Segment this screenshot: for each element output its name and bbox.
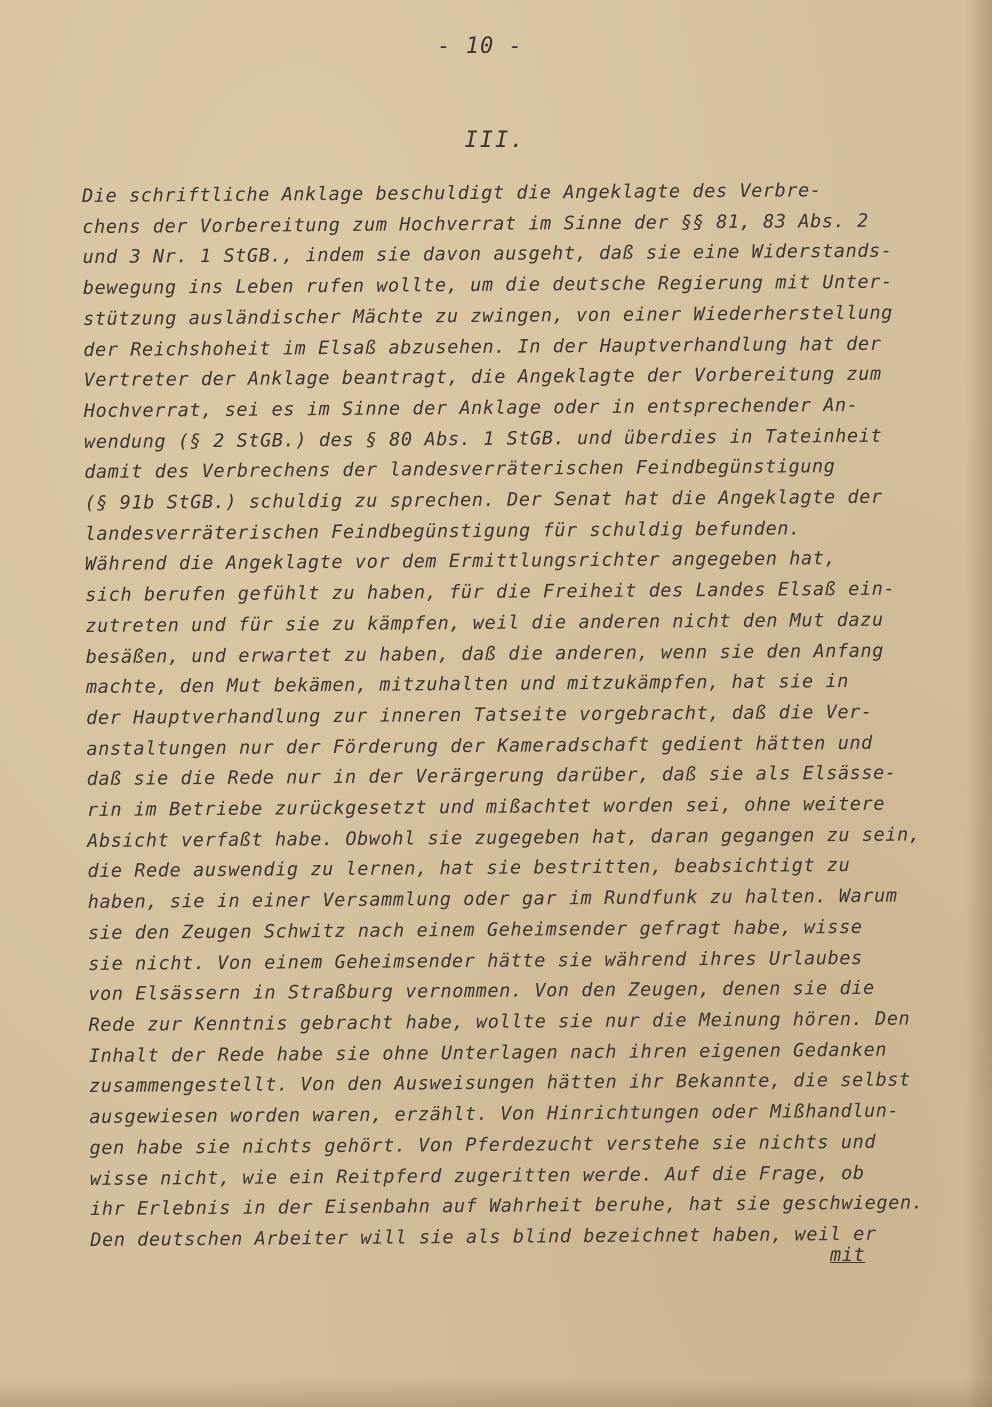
- text-line: Inhalt der Rede habe sie ohne Unterlagen nach ihren eigenen Gedanken: [88, 1039, 888, 1067]
- text-line: bewegung ins Leben rufen wollte, um die deutsche Regierung mit Unter-: [82, 271, 893, 300]
- text-line: zutreten und für sie zu kämpfen, weil die anderen nicht den Mut dazu: [85, 609, 884, 637]
- text-line: sie den Zeugen Schwitz nach einem Geheimsender gefragt habe, wisse: [87, 916, 863, 944]
- page-number: - 10 -: [437, 34, 523, 59]
- text-line: wisse nicht, wie ein Reitpferd zugeritten werde. Auf die Frage, ob: [89, 1162, 865, 1190]
- text-line: Die schriftliche Anklage beschuldigt die Angeklagte des Verbre-: [82, 180, 822, 207]
- body-text: [82, 175, 950, 1256]
- text-line: die Rede auswendig zu lernen, hat sie bestritten, beabsichtigt zu: [87, 855, 851, 883]
- text-line: Absicht verfaßt habe. Obwohl sie zugegeben hat, daran gegangen zu sein,: [87, 824, 921, 852]
- text-line: damit des Verbrechens der landesverräterischen Feindbegünstigung: [84, 456, 836, 484]
- text-line: stützung ausländischer Mächte zu zwingen, von einer Wiederherstellung: [82, 302, 894, 330]
- text-line: ausgewiesen worden waren, erzählt. Von Hinrichtungen oder Mißhandlun-: [89, 1100, 900, 1129]
- catchword: mit: [830, 1245, 866, 1266]
- text-line: ihr Erlebnis in der Eisenbahn auf Wahrheit beruhe, hat sie geschwiegen.: [89, 1192, 924, 1221]
- text-line: machte, den Mut bekämen, mitzuhalten und mitzukämpfen, hat sie in: [85, 671, 849, 699]
- text-line: zusammengestellt. Von den Ausweisungen hätten ihr Bekannte, die selbst: [89, 1069, 911, 1098]
- text-line: wendung (§ 2 StGB.) des § 80 Abs. 1 StGB. und überdies in Tateinheit: [83, 425, 883, 453]
- page-bottom-shadow: [0, 1377, 992, 1407]
- text-line: von Elsässern in Straßburg vernommen. Von den Zeugen, denen sie die: [88, 978, 875, 1006]
- text-line: und 3 Nr. 1 StGB., indem sie davon ausgeht, daß sie eine Widerstands-: [82, 241, 893, 269]
- text-line: sich berufen gefühlt zu haben, für die Freiheit des Landes Elsaß ein-: [85, 578, 896, 607]
- text-line: Den deutschen Arbeiter will sie als blind bezeichnet haben, weil er: [90, 1223, 877, 1251]
- text-line: chens der Vorbereitung zum Hochverrat im Sinne der §§ 81, 83 Abs. 2: [82, 210, 869, 238]
- section-heading: III.: [464, 128, 526, 153]
- text-line: der Hauptverhandlung zur inneren Tatseite vorgebracht, daß die Ver-: [86, 701, 873, 729]
- text-line: gen habe sie nichts gehört. Von Pferdezucht verstehe sie nichts und: [89, 1131, 877, 1159]
- text-line: (§ 91b StGB.) schuldig zu sprechen. Der Senat hat die Angeklagte der: [84, 486, 883, 515]
- text-line: anstaltungen nur der Förderung der Kameradschaft gedient hätten und: [86, 732, 873, 760]
- page-edge-shadow: [966, 0, 992, 1407]
- text-line: sie nicht. Von einem Geheimsender hätte sie während ihres Urlaubes: [88, 947, 863, 975]
- text-line: Rede zur Kenntnis gebracht habe, wollte sie nur die Meinung hören. Den: [88, 1008, 911, 1036]
- text-line: landesverräterischen Feindbegünstigung für schuldig befunden.: [84, 518, 801, 545]
- text-line: rin im Betriebe zurückgesetzt und mißachtet worden sei, ohne weitere: [86, 793, 886, 822]
- text-line: haben, sie in einer Versammlung oder gar im Rundfunk zu halten. Warum: [87, 885, 898, 914]
- text-line: daß sie die Rede nur in der Verärgerung darüber, daß sie als Elsässe-: [86, 762, 897, 791]
- text-line: Während die Angeklagte vor dem Ermittlungsrichter angegeben hat,: [84, 548, 837, 576]
- text-line: besäßen, und erwartet zu haben, daß die anderen, wenn sie den Anfang: [85, 640, 884, 668]
- text-line: Hochverrat, sei es im Sinne der Anklage oder in entsprechender An-: [83, 394, 859, 422]
- text-line: der Reichshoheit im Elsaß abzusehen. In der Hauptverhandlung hat der: [83, 333, 882, 361]
- text-line: Vertreter der Anklage beantragt, die Angeklagte der Vorbereitung zum: [83, 363, 882, 392]
